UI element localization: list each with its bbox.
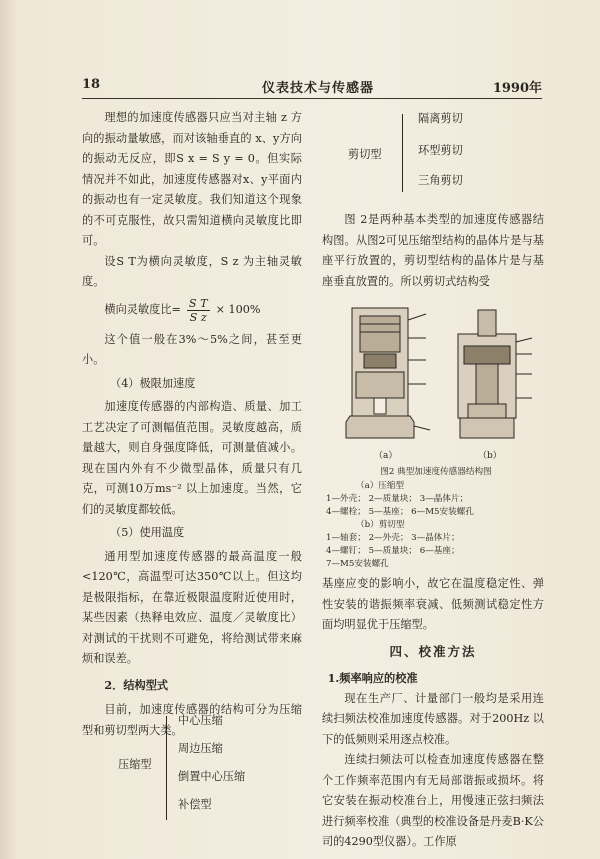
caption-line: 4—螺栓； 5—基座； 6—M5安装螺孔 [326, 507, 474, 517]
subsection-heading: （5）使用温度 [110, 526, 185, 539]
page-number: 18 [82, 77, 101, 92]
caption-title: 图2 典型加速度传感器结构图 [380, 467, 492, 477]
subsection-heading: （4）极限加速度 [110, 376, 196, 390]
issue-year: 1990年 [492, 81, 542, 96]
journal-title: 仪表技术与传感器 [262, 81, 375, 96]
paragraph: 图 2是两种基本类型的加速度传感器结构图。从图2可见压缩型结构的晶体片是与基座平行放置的，剪切型结构的晶体片是与基座垂直放置的。所以剪切式结构受 [322, 213, 544, 288]
figure-part-label: （b） [478, 451, 502, 461]
caption-line: 4—螺钉； 5—质量块； 6—基座； [326, 546, 460, 556]
tree-item: 补偿型 [178, 798, 212, 811]
figure-caption [326, 466, 546, 571]
caption-subheading: （b）剪切型 [356, 520, 405, 530]
cross-sensitivity-formula [104, 297, 302, 324]
right-column-bottom [322, 574, 544, 853]
compression-type-tree [118, 712, 298, 832]
brace-line [402, 114, 403, 192]
figure-part-label: （a） [374, 451, 398, 461]
formula-tail: × 100% [215, 302, 261, 316]
compression-type-drawing [346, 308, 430, 438]
brace-line [166, 716, 167, 820]
formula-fraction [187, 297, 210, 324]
right-column-top [322, 210, 544, 292]
left-column [82, 108, 302, 741]
tree-root: 压缩型 [118, 758, 152, 771]
section-heading: 2．结构型式 [104, 677, 169, 692]
caption-line: 1—外壳； 2—质量块； 3—晶体片； [326, 494, 469, 504]
formula-label: 横向灵敏度比= [104, 302, 181, 316]
paragraph: 目前，加速度传感器的结构可分为压缩型和剪切型两大类。 [82, 703, 302, 737]
tree-item: 三角剪切 [418, 174, 463, 187]
paragraph: 现在生产厂、计量部门一般均是采用连续扫频法校准加速度传感器。对于200Hz 以下的低频则采用逐点校准。 [322, 691, 544, 746]
formula-denominator: S z [189, 310, 207, 324]
paragraph: 设S T为横向灵敏度，S z 为主轴灵敏度。 [82, 254, 302, 288]
tree-item: 倒置中心压缩 [178, 770, 246, 783]
tree-item: 中心压缩 [178, 714, 223, 727]
tree-root: 剪切型 [348, 148, 382, 161]
formula-numerator: S T [188, 296, 208, 310]
section-heading: 四、校准方法 [389, 643, 477, 659]
caption-line: 7—M5安装螺孔 [326, 559, 389, 569]
paragraph: 加速度传感器的内部构造、质量、加工工艺决定了可测幅值范围。灵敏度越高，质量越大，则自身强度降低，可测量值减小。现在国内外有不少微型晶体，质量只有几克，可测10万ms⁻² 以上加速度。当然，它们的灵敏度都较低。 [82, 400, 302, 516]
page-header [82, 77, 542, 99]
figure-2-diagram [330, 298, 540, 468]
paragraph: 这个值一般在3%～5%之间，甚至更小。 [82, 332, 302, 366]
shear-type-drawing [458, 310, 532, 438]
caption-subheading: （a）压缩型 [356, 481, 405, 491]
header-rule [82, 98, 542, 99]
paragraph: 连续扫频法可以检查加速度传感器在整个工作频率范围内有无局部谐振或损坏。将它安装在振动校准台上，用慢速正弦扫频法进行频率校准（典型的校准设备是丹麦B·K公司的4290型仪器）。工作原 [322, 753, 544, 848]
shear-type-tree [348, 110, 538, 200]
tree-item: 隔离剪切 [418, 112, 463, 125]
tree-item: 周边压缩 [178, 742, 223, 755]
paragraph: 通用型加速度传感器的最高温度一般<120℃，高温型可达350℃以上。但这均是极限指标，在靠近极限温度附近使用时，某些因素（热释电效应、温度／灵敏度比）对测试的干扰则不可避免，将给测试带来麻烦和误差。 [82, 549, 302, 665]
paragraph: 基座应变的影响小，故它在温度稳定性、弹性安装的谐振频率衰减、低频测试稳定性方面均明显优于压缩型。 [322, 577, 544, 631]
caption-line: 1—轴套； 2—外壳； 3—晶体片； [326, 533, 460, 543]
tree-item: 环型剪切 [418, 144, 463, 157]
paragraph: 理想的加速度传感器只应当对主轴 z 方向的振动量敏感，而对该轴垂直的 x、y方向的振动无反应，即S x = S y = 0。但实际情况并不如此，加速度传感器对x、y平面内的振动也有一定灵敏度。我们知道这个现象的不可克服性，故只需知道横向灵敏度比即可。 [82, 111, 302, 247]
subsection-heading: 1.频率响应的校准 [327, 671, 418, 685]
